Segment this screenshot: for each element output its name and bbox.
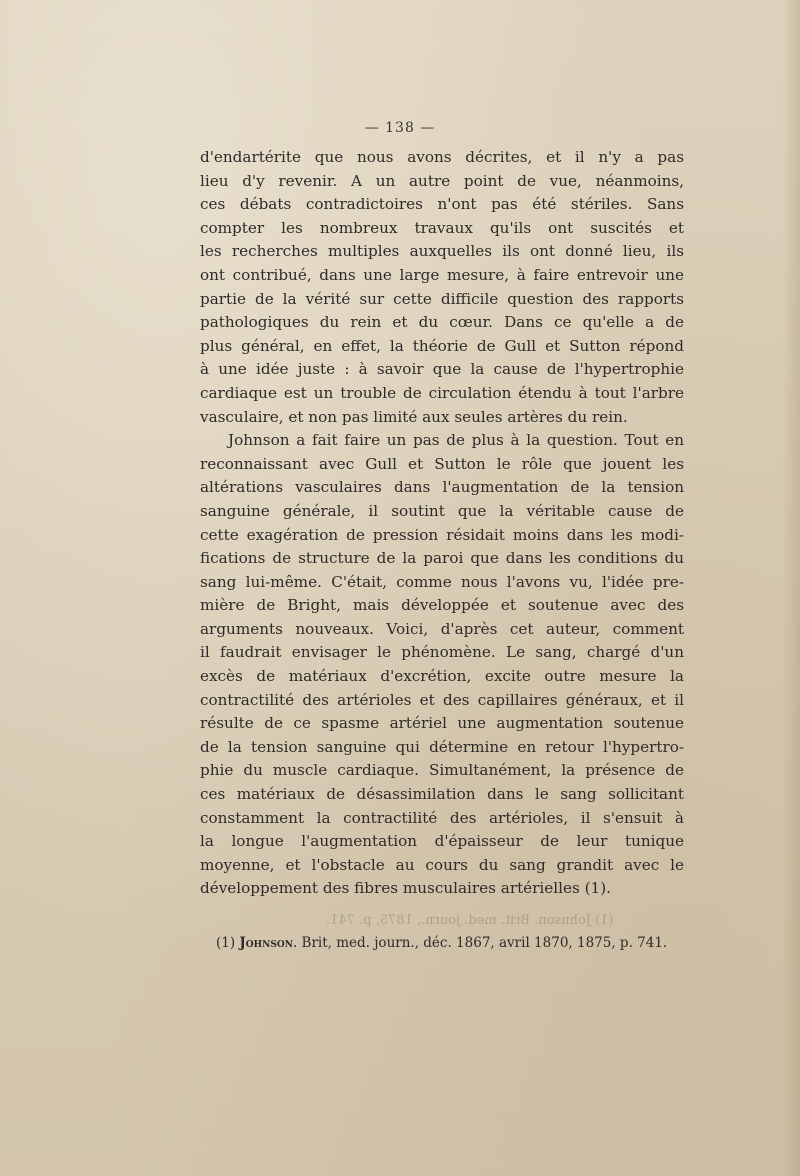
text-line: altérations vasculaires dans l'augmentation de la tension — [200, 478, 684, 497]
paragraph-1 — [200, 146, 684, 429]
text-line: ces matériaux de désassimilation dans le sang sollicitant — [200, 785, 684, 804]
text-line: d'endartérite que nous avons décrites, et il n'y a pas — [200, 148, 684, 166]
text-line: développement des fibres musculaires artérielles (1). — [200, 879, 611, 898]
text-line: reconnaissant avec Gull et Sutton le rôle que jouent les — [200, 454, 684, 473]
text-line: Johnson a fait faire un pas de plus à la question. Tout en — [228, 431, 684, 450]
body-text — [200, 146, 684, 901]
paragraph-2 — [200, 429, 684, 901]
text-line: fications de structure de la paroi que dans les conditions du — [200, 549, 684, 568]
text-line: les recherches multiples auxquelles ils ont donné lieu, ils — [200, 242, 684, 261]
text-line: résulte de ce spasme artériel une augmentation soutenue — [200, 714, 684, 733]
text-line: contractilité des artérioles et des capillaires généraux, et il — [200, 690, 684, 709]
text-line: phie du muscle cardiaque. Simultanément, la présence de — [200, 761, 684, 780]
text-line: de la tension sanguine qui détermine en retour l'hypertro- — [200, 737, 684, 756]
text-line: lieu d'y revenir. A un autre point de vue, néanmoins, — [200, 171, 684, 190]
text-line: la longue l'augmentation d'épaisseur de leur tunique — [200, 832, 684, 851]
text-line: excès de matériaux d'excrétion, excite outre mesure la — [200, 667, 684, 686]
page-number: — 138 — — [364, 120, 436, 136]
footnote-citation: . Brit, med. journ., déc. 1867, avril 1870, 1875, p. 741. — [292, 935, 668, 951]
text-line: sang lui-même. C'était, comme nous l'avons vu, l'idée pre- — [200, 572, 684, 591]
text-line: vasculaire, et non pas limité aux seules artères du rein. — [200, 407, 628, 426]
text-line: arguments nouveaux. Voici, d'après cet auteur, comment — [200, 619, 684, 638]
text-line: partie de la vérité sur cette difficile question des rapports — [200, 289, 684, 308]
text-line: ces débats contradictoires n'ont pas été stériles. Sans — [200, 195, 684, 214]
text-line: pathologiques du rein et du cœur. Dans ce qu'elle a de — [200, 313, 684, 332]
page-edge-shadow — [782, 0, 800, 1176]
text-line: compter les nombreux travaux qu'ils ont suscités et — [200, 218, 684, 237]
text-line: sanguine générale, il soutint que la véritable cause de — [200, 501, 684, 520]
text-line: cardiaque est un trouble de circulation étendu à tout l'arbre — [200, 383, 684, 402]
text-line: moyenne, et l'obstacle au cours du sang grandit avec le — [200, 855, 684, 874]
footnote — [216, 933, 686, 953]
text-line: ont contribué, dans une large mesure, à faire entrevoir une — [200, 265, 684, 284]
bleed-through-text: (1) Johnson. Brit. med. journ., 1875, p. 741. — [326, 913, 614, 928]
text-line: mière de Bright, mais développée et soutenue avec des — [200, 596, 684, 615]
footnote-marker: (1) — [216, 935, 240, 951]
text-line: il faudrait envisager le phénomène. Le sang, chargé d'un — [200, 643, 684, 662]
text-line: à une idée juste : à savoir que la cause de l'hypertrophie — [200, 360, 684, 379]
text-line: constamment la contractilité des artérioles, il s'ensuit à — [200, 808, 684, 827]
footnote-author: Johnson — [239, 935, 293, 951]
text-line: cette exagération de pression résidait moins dans les modi- — [200, 525, 684, 544]
text-line: plus général, en effet, la théorie de Gull et Sutton répond — [200, 336, 684, 355]
